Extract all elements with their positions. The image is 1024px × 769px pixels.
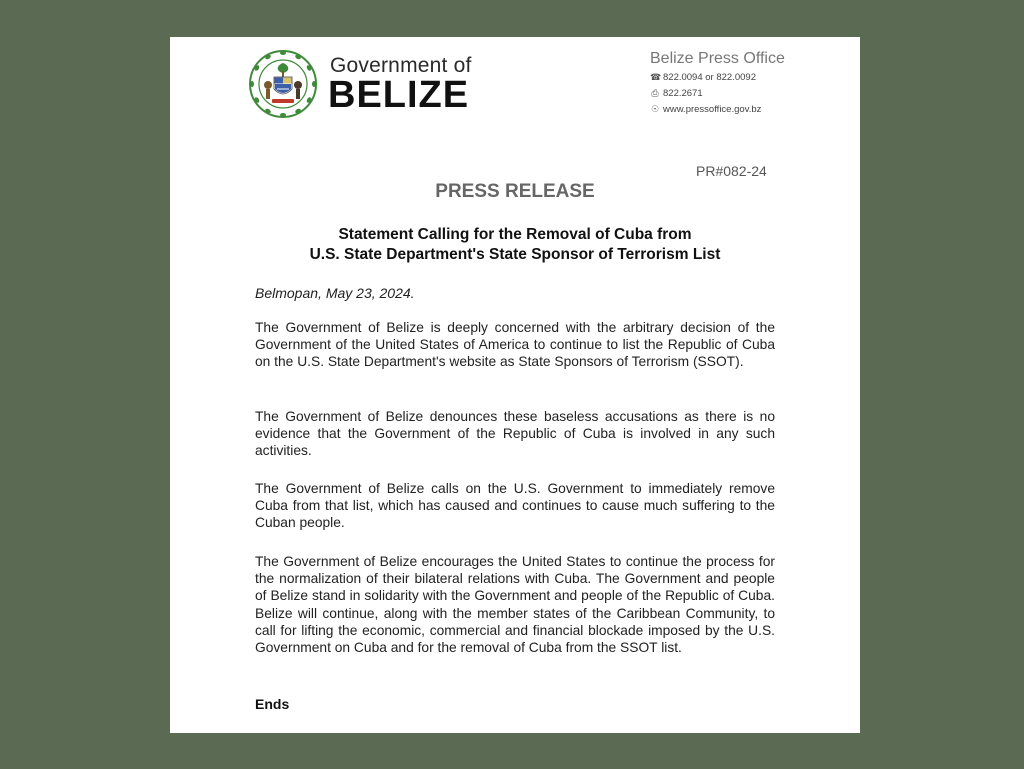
phone-line bbox=[650, 72, 756, 83]
fax-line bbox=[650, 88, 703, 99]
body-paragraph-2: The Government of Belize denounces these baseless accusations as there is no evidence that the Government of the Republic of Cuba is involved in any such activities. bbox=[255, 409, 775, 459]
phone-icon: ☎ bbox=[650, 72, 662, 82]
body-paragraph-4: The Government of Belize encourages the United States to continue the process for the normalization of their bilateral relations with Cuba. The Government and people of Belize stand in solidarity with the Government and people of the Republic of Cuba. Belize will continue, along with the member states of the Caribbean Community, to call for lifting the economic, commercial and financial blockade imposed by the U.S. Government on Cuba and for the removal of Cuba from the SSOT list. bbox=[255, 554, 775, 656]
dateline: Belmopan, May 23, 2024. bbox=[255, 285, 415, 301]
press-release-number: PR#082-24 bbox=[696, 163, 767, 179]
body-paragraph-1: The Government of Belize is deeply concerned with the arbitrary decision of the Government of the United States of America to continue to list the Republic of Cuba on the U.S. State Department's website as State Sponsors of Terrorism (SSOT). bbox=[255, 320, 775, 370]
statement-title-line-2: U.S. State Department's State Sponsor of Terrorism List bbox=[309, 246, 721, 263]
statement-title-line-1: Statement Calling for the Removal of Cuba from bbox=[338, 226, 692, 243]
ends-marker: Ends bbox=[255, 696, 290, 712]
website-line bbox=[650, 104, 761, 115]
globe-icon: ☉ bbox=[650, 104, 660, 114]
belize-wordmark: BELIZE bbox=[328, 74, 470, 116]
government-of-label: Government of bbox=[330, 54, 472, 77]
press-release-page bbox=[170, 37, 860, 733]
body-paragraph-3: The Government of Belize calls on the U.S. Government to immediately remove Cuba from that list, which has caused and continues to cause much suffering to the Cuban people. bbox=[255, 481, 775, 531]
fax-number: 822.2671 bbox=[663, 88, 703, 99]
website-link[interactable]: www.pressoffice.gov.bz bbox=[663, 104, 762, 115]
fax-icon: ⎙ bbox=[651, 88, 659, 98]
phone-number: 822.0094 or 822.0092 bbox=[663, 72, 756, 83]
belize-coat-of-arms-icon bbox=[248, 49, 318, 119]
press-release-heading: PRESS RELEASE bbox=[435, 181, 595, 202]
press-office-title: Belize Press Office bbox=[650, 50, 785, 67]
